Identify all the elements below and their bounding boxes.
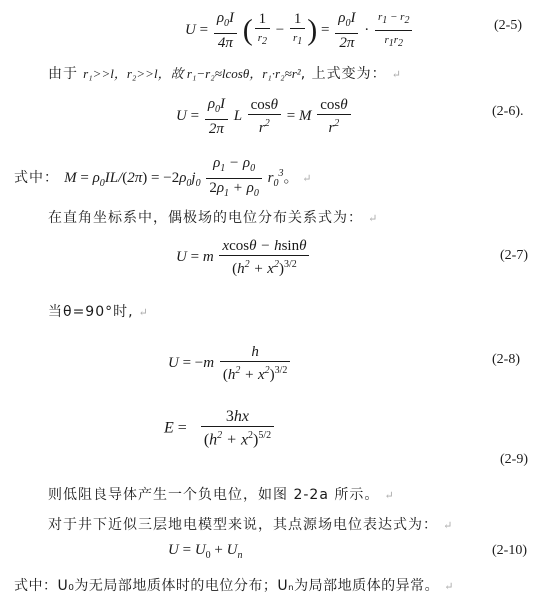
text-line-explanation xyxy=(14,575,454,595)
return-mark: ↵ xyxy=(368,212,378,225)
text-model: 对于井下近似三层地电模型来说，其点源场电位表达式为： xyxy=(48,517,438,533)
equation-number: (2-8) xyxy=(492,352,520,367)
text-suffix: , 上式变为： xyxy=(300,66,387,82)
text-line-model xyxy=(48,514,452,534)
equation-m-definition: $M = \rho_0IL/(2\pi) = -2\rho_0j_0$ $\frac{\rho_1 - \rho_0}{2\rho_1 + \rho_0}$ $r_0^3$。 xyxy=(64,155,299,199)
equation-number: (2-9) xyxy=(500,452,528,467)
text-condition: r₁>>l，r₂>>l，故 r₁−r₂≈lcosθ，r₁·r₂≈r² xyxy=(83,66,301,81)
return-mark: ↵ xyxy=(391,68,401,81)
text-conductor: 则低阻良导体产生一个负电位，如图 2-2a 所示。 xyxy=(48,487,380,503)
equation-2-5: U = $\frac{\rho_0I}{4\pi}$ ( $\frac{1}{r_2}$ − $\frac{1}{r_1}$ ) = $\frac{\rho_0I}{2\pi}$ · $\frac{r_1 - r_2}{r_1r_2}$ xyxy=(185,8,414,53)
equation-2-7: U = m $\frac{xcos\theta - hsin\theta}{(h^2 + x^2)^{3/2}}$ xyxy=(176,237,311,278)
return-mark: ↵ xyxy=(444,580,454,593)
text-line-condition xyxy=(48,63,401,83)
text-theta: 当θ=90°时, xyxy=(48,304,134,320)
equation-number: (2-7) xyxy=(500,248,528,263)
equation-number: (2-6). xyxy=(492,104,524,119)
text-explanation: 式中：U₀为无局部地质体时的电位分布；Uₙ为局部地质体的异常。 xyxy=(14,578,440,594)
equation-2-8: U = −m $\frac{h}{(h^2 + x^2)^{3/2}}$ xyxy=(168,343,292,384)
text-prefix: 由于 xyxy=(48,66,78,82)
text-line-definition xyxy=(14,154,311,203)
equation-number: (2-5) xyxy=(494,18,522,33)
text-cartesian: 在直角坐标系中，偶极场的电位分布关系式为： xyxy=(48,210,363,226)
text-line-theta xyxy=(48,301,148,321)
equation-2-9: E = $\frac{3hx}{(h^2 + x^2)^{5/2}}$ xyxy=(164,408,276,449)
equation-number: (2-10) xyxy=(492,543,527,558)
equation-2-10: $U = U_0 + U_n$ xyxy=(168,542,243,561)
return-mark: ↵ xyxy=(302,171,312,185)
return-mark: ↵ xyxy=(384,489,394,502)
text-label: 式中： xyxy=(14,169,59,186)
text-line-cartesian xyxy=(48,207,377,227)
equation-2-6: U = $\frac{\rho_0I}{2\pi}$ L $\frac{\cos\theta}{r^2}$ = M $\frac{\cos\theta}{r^2}$ xyxy=(176,95,353,138)
return-mark: ↵ xyxy=(138,306,148,319)
return-mark: ↵ xyxy=(443,519,453,532)
text-line-conductor xyxy=(48,484,394,504)
